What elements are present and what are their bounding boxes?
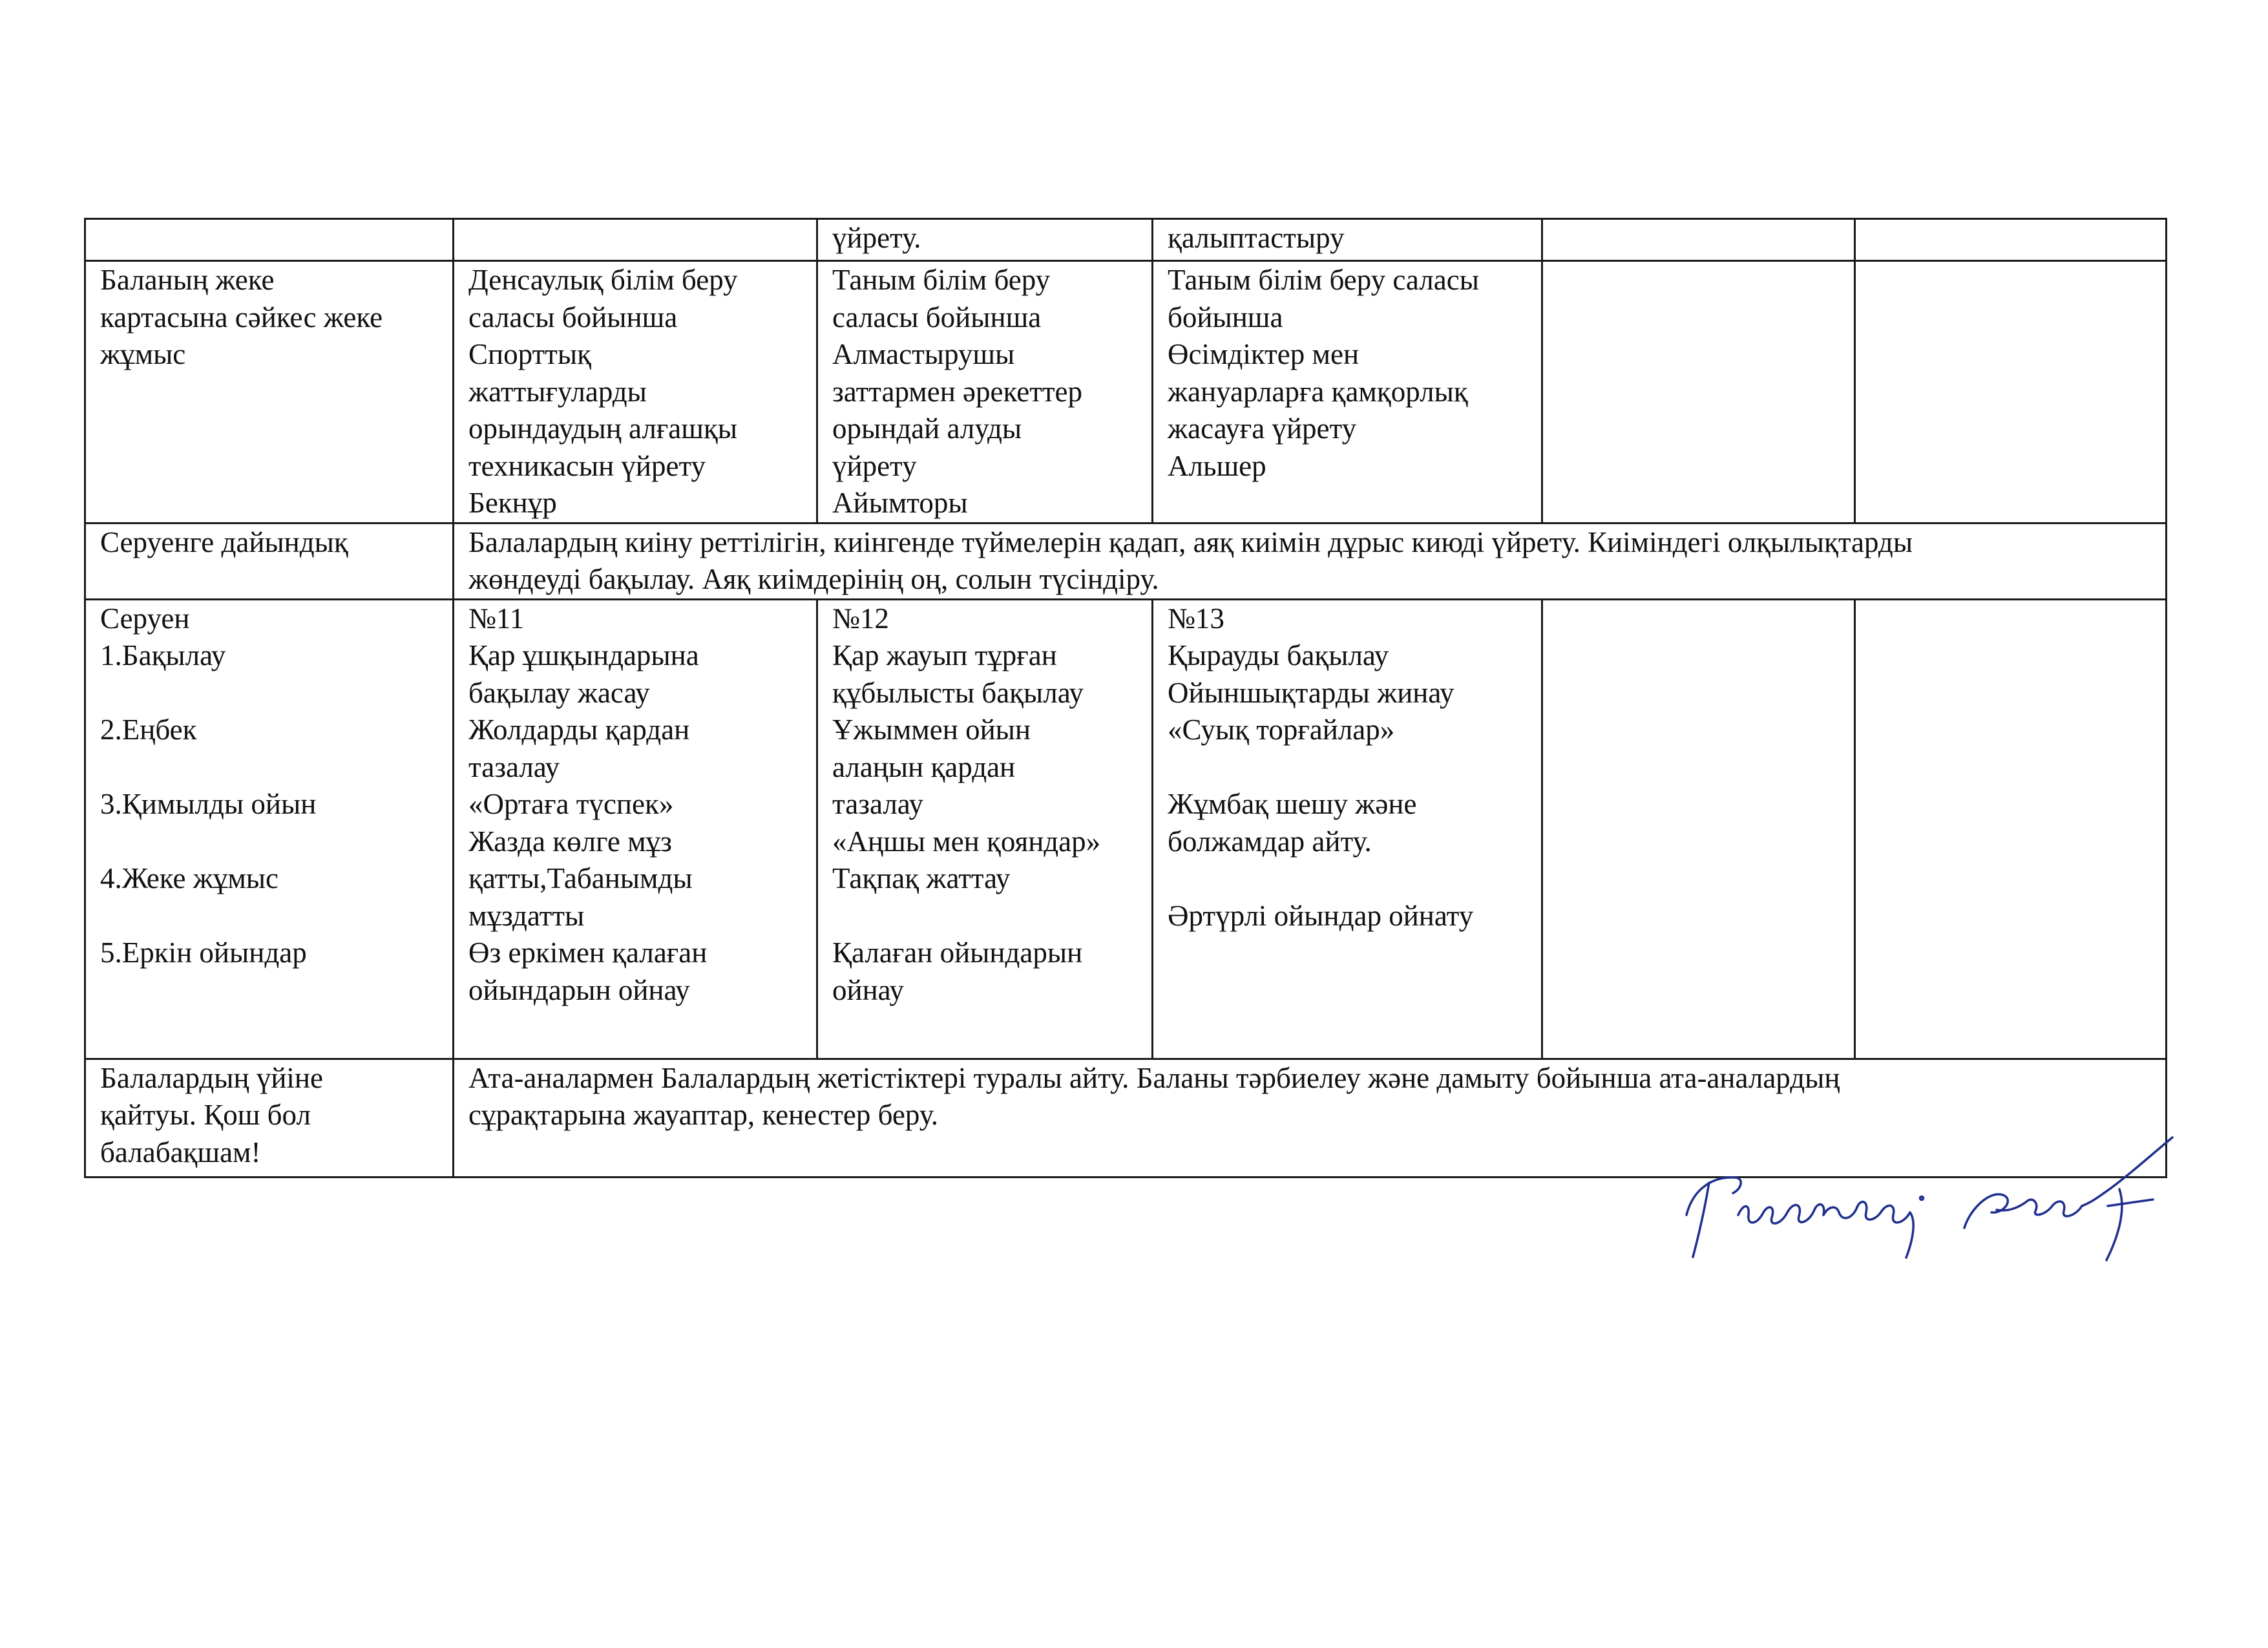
cell-text: үйрету.	[832, 222, 921, 254]
table-cell	[454, 261, 817, 523]
table-cell	[1542, 261, 1855, 523]
table-row	[85, 523, 2167, 599]
table-row	[85, 261, 2167, 523]
table-cell	[454, 599, 817, 1059]
merged-cell	[454, 523, 2167, 599]
cell-text: №12 Қар жауып тұрған құбылысты бақылау Ұжыммен ойын алаңын қардан тазалау «Аңшы мен қояндар» Тақпақ жаттау Қалаған ойындарын ойнау	[832, 602, 1101, 1006]
table-cell	[1153, 261, 1542, 523]
cell-text: Балалардың киіну реттілігін, киінгенде түймелерін қадап, аяқ киімін дұрыс киюді үйрету. Киіміндегі олқылықтарды жөндеуді бақылау. Аяқ киімдерінің оң, солын түсіндіру.	[468, 525, 1913, 595]
cell-text: Таным білім беру саласы бойынша Өсімдіктер мен жануарларға қамқорлық жасауға үйрету Альшер	[1168, 264, 1479, 482]
table-cell	[1855, 261, 2167, 523]
table-cell	[1542, 219, 1855, 261]
table-cell	[1542, 599, 1855, 1059]
table-cell	[85, 219, 454, 261]
row-header-text: Серуенге дайындық	[100, 525, 348, 558]
table-cell	[454, 219, 817, 261]
cell-text: Таным білім беру саласы бойынша Алмастырушы заттармен әрекеттер орындай алуды үйрету Айымторы	[832, 264, 1083, 519]
row-header-text: Серуен 1.Бақылау 2.Еңбек 3.Қимылды ойын 4.Жеке жұмыс 5.Еркін ойындар	[100, 602, 317, 969]
cell-text: №13 Қырауды бақылау Ойыншықтарды жинау «Суық торғайлар» Жұмбақ шешу және болжамдар айту. Әртүрлі ойындар ойнату	[1168, 602, 1474, 932]
daily-plan-table	[84, 218, 2167, 1178]
table-row	[85, 599, 2167, 1059]
row-header-cell	[85, 261, 454, 523]
table-cell	[1153, 219, 1542, 261]
table-cell	[817, 261, 1153, 523]
cell-text: Денсаулық білім беру саласы бойынша Спорттық жаттығуларды орындаудың алғашқы техникасын үйрету Бекнұр	[468, 264, 738, 519]
row-header-cell	[85, 1059, 454, 1177]
cell-text: №11 Қар ұшқындарына бақылау жасау Жолдарды қардан тазалау «Ортаға түспек» Жазда көлге мұз қатты,Табанымды мұздатты Өз еркімен қалаған ойындарын ойнау	[468, 602, 708, 1006]
table-cell	[817, 599, 1153, 1059]
row-header-cell	[85, 599, 454, 1059]
row-header-text: Балалардың үйіне қайтуы. Қош бол балабақшам!	[100, 1061, 323, 1168]
table-cell	[1153, 599, 1542, 1059]
cell-text: Ата-аналармен Балалардың жетістіктері туралы айту. Баланы тәрбиелеу және дамыту бойынша ата-аналардың сұрақтарына жауаптар, кенестер беру.	[468, 1061, 1840, 1131]
cell-text: қалыптастыру	[1168, 222, 1345, 254]
table-row	[85, 219, 2167, 261]
table-cell	[1855, 599, 2167, 1059]
table-cell	[1855, 219, 2167, 261]
table-cell	[817, 219, 1153, 261]
row-header-text: Баланың жеке картасына сәйкес жеке жұмыс	[100, 264, 383, 370]
row-header-cell	[85, 523, 454, 599]
handwritten-signature	[1674, 1131, 2190, 1293]
